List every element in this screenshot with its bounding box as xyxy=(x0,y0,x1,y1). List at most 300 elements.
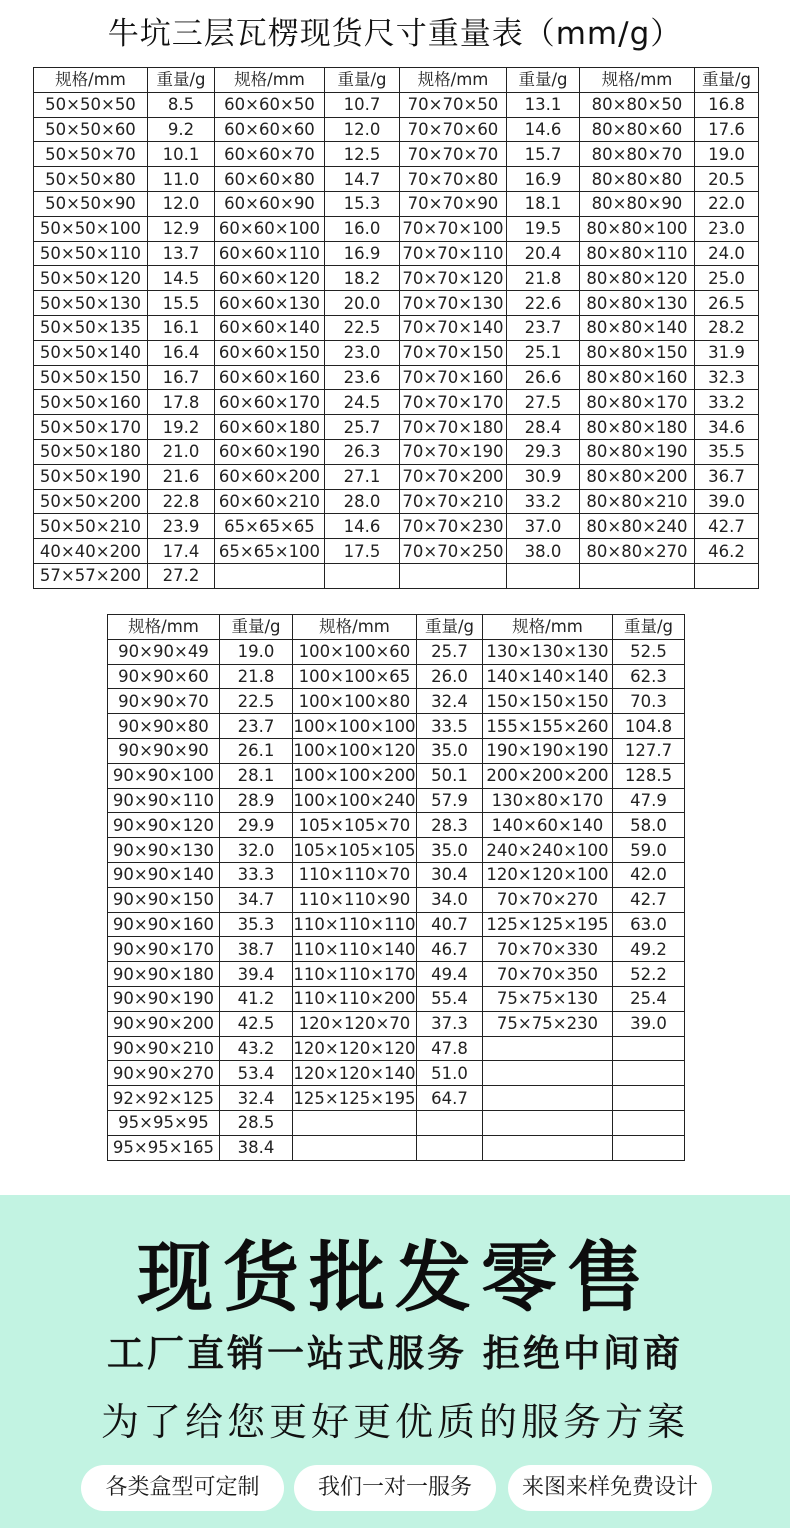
spec-cell xyxy=(483,1110,613,1135)
page-title: 牛坑三层瓦楞现货尺寸重量表（mm/g） xyxy=(107,16,683,52)
weight-cell: 42.7 xyxy=(613,887,685,912)
weight-cell: 32.3 xyxy=(695,365,759,390)
spec-cell: 150×150×150 xyxy=(483,689,613,714)
spec-cell: 100×100×120 xyxy=(293,738,417,763)
weight-cell: 32.4 xyxy=(220,1086,293,1111)
table-row xyxy=(108,639,685,664)
spec-cell: 70×70×120 xyxy=(400,266,507,291)
weight-cell: 42.0 xyxy=(613,862,685,887)
column-header-spec: 规格/mm xyxy=(293,615,417,640)
weight-cell xyxy=(613,1061,685,1086)
spec-cell: 120×120×140 xyxy=(293,1061,417,1086)
spec-cell: 120×120×120 xyxy=(293,1036,417,1061)
spec-cell: 190×190×190 xyxy=(483,738,613,763)
weight-cell: 26.1 xyxy=(220,738,293,763)
weight-cell: 24.0 xyxy=(695,241,759,266)
spec-cell: 70×70×130 xyxy=(400,291,507,316)
promo-banner xyxy=(0,1195,790,1528)
spec-cell: 90×90×120 xyxy=(108,813,220,838)
weight-cell: 40.7 xyxy=(417,912,483,937)
weight-cell: 23.9 xyxy=(148,514,215,539)
table-row xyxy=(34,142,759,167)
weight-cell: 23.7 xyxy=(507,315,580,340)
weight-cell: 16.0 xyxy=(325,216,400,241)
column-header-spec: 规格/mm xyxy=(580,68,695,93)
spec-cell: 70×70×90 xyxy=(400,191,507,216)
weight-cell: 14.5 xyxy=(148,266,215,291)
weight-cell: 21.6 xyxy=(148,464,215,489)
spec-cell: 140×60×140 xyxy=(483,813,613,838)
weight-cell: 32.0 xyxy=(220,838,293,863)
weight-cell: 26.3 xyxy=(325,439,400,464)
spec-cell xyxy=(293,1110,417,1135)
weight-cell: 50.1 xyxy=(417,763,483,788)
spec-cell: 70×70×170 xyxy=(400,390,507,415)
spec-cell: 80×80×60 xyxy=(580,117,695,142)
spec-cell: 80×80×80 xyxy=(580,167,695,192)
weight-cell: 22.6 xyxy=(507,291,580,316)
weight-cell: 34.0 xyxy=(417,887,483,912)
spec-cell: 95×95×165 xyxy=(108,1135,220,1160)
table-row xyxy=(108,788,685,813)
weight-cell: 25.0 xyxy=(695,266,759,291)
spec-cell: 50×50×60 xyxy=(34,117,148,142)
weight-cell: 30.4 xyxy=(417,862,483,887)
weight-cell: 20.4 xyxy=(507,241,580,266)
spec-cell: 70×70×80 xyxy=(400,167,507,192)
table-row xyxy=(34,92,759,117)
table-row xyxy=(34,439,759,464)
weight-table-2 xyxy=(107,614,685,1161)
table-row xyxy=(34,266,759,291)
spec-cell: 90×90×200 xyxy=(108,1011,220,1036)
weight-cell: 25.1 xyxy=(507,340,580,365)
table-row xyxy=(108,912,685,937)
spec-cell: 90×90×170 xyxy=(108,937,220,962)
table-row xyxy=(108,1086,685,1111)
column-header-weight: 重量/g xyxy=(325,68,400,93)
spec-cell: 50×50×170 xyxy=(34,415,148,440)
weight-cell: 16.1 xyxy=(148,315,215,340)
weight-cell: 21.8 xyxy=(507,266,580,291)
weight-cell: 127.7 xyxy=(613,738,685,763)
weight-cell: 47.9 xyxy=(613,788,685,813)
weight-cell: 33.2 xyxy=(507,489,580,514)
weight-cell: 28.9 xyxy=(220,788,293,813)
weight-cell: 11.0 xyxy=(148,167,215,192)
table-row xyxy=(108,738,685,763)
weight-cell: 15.3 xyxy=(325,191,400,216)
column-header-spec: 规格/mm xyxy=(400,68,507,93)
weight-cell: 25.4 xyxy=(613,986,685,1011)
weight-cell: 12.5 xyxy=(325,142,400,167)
spec-cell: 50×50×200 xyxy=(34,489,148,514)
weight-cell: 18.1 xyxy=(507,191,580,216)
spec-cell: 60×60×80 xyxy=(215,167,325,192)
column-header-spec: 规格/mm xyxy=(34,68,148,93)
weight-cell: 104.8 xyxy=(613,714,685,739)
spec-cell: 50×50×130 xyxy=(34,291,148,316)
weight-cell: 20.0 xyxy=(325,291,400,316)
weight-cell: 38.4 xyxy=(220,1135,293,1160)
column-header-spec: 规格/mm xyxy=(108,615,220,640)
spec-cell: 60×60×60 xyxy=(215,117,325,142)
spec-cell: 60×60×70 xyxy=(215,142,325,167)
spec-cell: 50×50×120 xyxy=(34,266,148,291)
column-header-weight: 重量/g xyxy=(507,68,580,93)
spec-cell: 90×90×80 xyxy=(108,714,220,739)
spec-cell: 90×90×190 xyxy=(108,986,220,1011)
table-row xyxy=(34,390,759,415)
weight-cell: 15.5 xyxy=(148,291,215,316)
spec-cell: 90×90×90 xyxy=(108,738,220,763)
spec-cell: 90×90×160 xyxy=(108,912,220,937)
weight-cell: 12.0 xyxy=(148,191,215,216)
table-row xyxy=(34,117,759,142)
weight-cell: 22.0 xyxy=(695,191,759,216)
weight-cell: 12.9 xyxy=(148,216,215,241)
spec-cell: 200×200×200 xyxy=(483,763,613,788)
weight-cell xyxy=(417,1135,483,1160)
table-row xyxy=(108,937,685,962)
weight-cell: 21.0 xyxy=(148,439,215,464)
spec-cell: 110×110×90 xyxy=(293,887,417,912)
weight-cell: 26.5 xyxy=(695,291,759,316)
column-header-weight: 重量/g xyxy=(695,68,759,93)
table-row xyxy=(34,464,759,489)
weight-cell: 47.8 xyxy=(417,1036,483,1061)
weight-cell: 37.0 xyxy=(507,514,580,539)
spec-cell: 125×125×195 xyxy=(293,1086,417,1111)
spec-cell: 70×70×110 xyxy=(400,241,507,266)
spec-cell: 100×100×65 xyxy=(293,664,417,689)
spec-cell: 90×90×180 xyxy=(108,962,220,987)
weight-cell: 9.2 xyxy=(148,117,215,142)
weight-cell: 10.7 xyxy=(325,92,400,117)
spec-cell: 60×60×90 xyxy=(215,191,325,216)
table-row xyxy=(34,315,759,340)
weight-cell: 53.4 xyxy=(220,1061,293,1086)
spec-cell: 70×70×180 xyxy=(400,415,507,440)
spec-cell: 90×90×100 xyxy=(108,763,220,788)
spec-cell: 70×70×50 xyxy=(400,92,507,117)
spec-cell: 70×70×140 xyxy=(400,315,507,340)
weight-cell: 34.7 xyxy=(220,887,293,912)
spec-cell: 100×100×60 xyxy=(293,639,417,664)
table-row xyxy=(108,1036,685,1061)
spec-cell xyxy=(483,1036,613,1061)
weight-cell: 52.5 xyxy=(613,639,685,664)
table-row xyxy=(34,514,759,539)
spec-cell: 90×90×60 xyxy=(108,664,220,689)
spec-cell: 80×80×100 xyxy=(580,216,695,241)
spec-cell: 90×90×70 xyxy=(108,689,220,714)
weight-cell: 70.3 xyxy=(613,689,685,714)
spec-cell: 130×80×170 xyxy=(483,788,613,813)
spec-cell: 60×60×50 xyxy=(215,92,325,117)
weight-cell: 51.0 xyxy=(417,1061,483,1086)
weight-table-1 xyxy=(33,67,759,589)
table-row xyxy=(34,340,759,365)
weight-cell: 23.0 xyxy=(325,340,400,365)
weight-cell: 25.7 xyxy=(325,415,400,440)
table-header-row xyxy=(34,68,759,93)
spec-cell: 65×65×100 xyxy=(215,539,325,564)
weight-cell: 16.4 xyxy=(148,340,215,365)
spec-cell: 95×95×95 xyxy=(108,1110,220,1135)
weight-cell: 22.5 xyxy=(220,689,293,714)
spec-cell: 80×80×270 xyxy=(580,539,695,564)
spec-cell: 70×70×160 xyxy=(400,365,507,390)
spec-cell: 50×50×50 xyxy=(34,92,148,117)
spec-cell: 90×90×270 xyxy=(108,1061,220,1086)
spec-cell: 80×80×90 xyxy=(580,191,695,216)
weight-cell xyxy=(613,1036,685,1061)
weight-cell: 29.9 xyxy=(220,813,293,838)
weight-cell: 28.3 xyxy=(417,813,483,838)
spec-cell: 60×60×120 xyxy=(215,266,325,291)
spec-cell: 60×60×110 xyxy=(215,241,325,266)
table-row xyxy=(108,862,685,887)
spec-cell: 50×50×180 xyxy=(34,439,148,464)
table-row xyxy=(34,489,759,514)
spec-cell: 60×60×140 xyxy=(215,315,325,340)
spec-cell: 100×100×200 xyxy=(293,763,417,788)
spec-cell: 80×80×190 xyxy=(580,439,695,464)
weight-cell: 28.5 xyxy=(220,1110,293,1135)
table-row xyxy=(108,689,685,714)
promo-subline-1: 工厂直销一站式服务 拒绝中间商 xyxy=(107,1332,683,1375)
table-row xyxy=(108,714,685,739)
weight-cell: 21.8 xyxy=(220,664,293,689)
weight-cell: 31.9 xyxy=(695,340,759,365)
weight-cell: 28.1 xyxy=(220,763,293,788)
weight-cell: 42.5 xyxy=(220,1011,293,1036)
weight-cell: 17.6 xyxy=(695,117,759,142)
spec-cell: 60×60×150 xyxy=(215,340,325,365)
spec-cell: 50×50×70 xyxy=(34,142,148,167)
spec-cell: 80×80×200 xyxy=(580,464,695,489)
spec-cell: 40×40×200 xyxy=(34,539,148,564)
weight-cell: 32.4 xyxy=(417,689,483,714)
column-header-spec: 规格/mm xyxy=(483,615,613,640)
spec-cell: 70×70×100 xyxy=(400,216,507,241)
table-row xyxy=(34,365,759,390)
table-row xyxy=(108,887,685,912)
table-row xyxy=(108,986,685,1011)
spec-cell: 80×80×180 xyxy=(580,415,695,440)
spec-cell: 50×50×110 xyxy=(34,241,148,266)
weight-cell: 28.2 xyxy=(695,315,759,340)
weight-cell: 20.5 xyxy=(695,167,759,192)
weight-cell: 12.0 xyxy=(325,117,400,142)
spec-cell: 110×110×70 xyxy=(293,862,417,887)
weight-cell: 16.9 xyxy=(325,241,400,266)
spec-cell: 50×50×100 xyxy=(34,216,148,241)
column-header-weight: 重量/g xyxy=(148,68,215,93)
spec-cell: 80×80×170 xyxy=(580,390,695,415)
weight-cell: 26.6 xyxy=(507,365,580,390)
spec-cell: 80×80×150 xyxy=(580,340,695,365)
pill-free-design: 来图来样免费设计 xyxy=(508,1465,712,1511)
spec-cell: 60×60×170 xyxy=(215,390,325,415)
column-header-weight: 重量/g xyxy=(220,615,293,640)
table-row xyxy=(34,167,759,192)
spec-cell xyxy=(293,1135,417,1160)
spec-cell: 110×110×200 xyxy=(293,986,417,1011)
weight-cell: 28.0 xyxy=(325,489,400,514)
weight-cell: 26.0 xyxy=(417,664,483,689)
weight-cell: 37.3 xyxy=(417,1011,483,1036)
weight-cell: 55.4 xyxy=(417,986,483,1011)
table-row xyxy=(34,563,759,588)
weight-cell: 49.2 xyxy=(613,937,685,962)
table-row xyxy=(108,1110,685,1135)
weight-cell: 128.5 xyxy=(613,763,685,788)
spec-cell: 80×80×70 xyxy=(580,142,695,167)
spec-cell: 60×60×130 xyxy=(215,291,325,316)
spec-cell: 70×70×210 xyxy=(400,489,507,514)
spec-cell: 50×50×140 xyxy=(34,340,148,365)
weight-cell: 27.5 xyxy=(507,390,580,415)
spec-cell: 75×75×130 xyxy=(483,986,613,1011)
table-row xyxy=(34,191,759,216)
spec-cell: 60×60×100 xyxy=(215,216,325,241)
table-row xyxy=(108,1011,685,1036)
weight-cell: 64.7 xyxy=(417,1086,483,1111)
promo-subline-2: 为了给您更好更优质的服务方案 xyxy=(100,1400,689,1444)
spec-cell: 92×92×125 xyxy=(108,1086,220,1111)
weight-cell: 17.5 xyxy=(325,539,400,564)
column-header-weight: 重量/g xyxy=(613,615,685,640)
table-row xyxy=(108,813,685,838)
weight-cell: 42.7 xyxy=(695,514,759,539)
spec-cell: 100×100×240 xyxy=(293,788,417,813)
spec-cell: 90×90×210 xyxy=(108,1036,220,1061)
spec-cell: 70×70×200 xyxy=(400,464,507,489)
weight-cell: 46.2 xyxy=(695,539,759,564)
table-row xyxy=(34,216,759,241)
weight-cell: 23.7 xyxy=(220,714,293,739)
weight-cell xyxy=(613,1135,685,1160)
spec-cell: 110×110×110 xyxy=(293,912,417,937)
weight-cell xyxy=(695,563,759,588)
spec-cell xyxy=(483,1086,613,1111)
weight-cell: 16.7 xyxy=(148,365,215,390)
spec-cell: 130×130×130 xyxy=(483,639,613,664)
weight-cell: 22.8 xyxy=(148,489,215,514)
spec-cell xyxy=(483,1135,613,1160)
spec-cell: 100×100×80 xyxy=(293,689,417,714)
weight-cell: 33.3 xyxy=(220,862,293,887)
spec-cell: 70×70×60 xyxy=(400,117,507,142)
weight-cell: 35.0 xyxy=(417,838,483,863)
weight-cell: 30.9 xyxy=(507,464,580,489)
table-row xyxy=(34,241,759,266)
spec-cell: 125×125×195 xyxy=(483,912,613,937)
spec-cell: 155×155×260 xyxy=(483,714,613,739)
spec-cell: 50×50×160 xyxy=(34,390,148,415)
weight-cell: 14.6 xyxy=(507,117,580,142)
spec-cell: 110×110×140 xyxy=(293,937,417,962)
weight-cell: 16.9 xyxy=(507,167,580,192)
weight-cell: 23.0 xyxy=(695,216,759,241)
table-row xyxy=(108,763,685,788)
pill-custom-box: 各类盒型可定制 xyxy=(81,1465,284,1511)
weight-cell: 59.0 xyxy=(613,838,685,863)
weight-cell: 27.2 xyxy=(148,563,215,588)
weight-cell: 46.7 xyxy=(417,937,483,962)
table-header-row xyxy=(108,615,685,640)
weight-cell: 39.0 xyxy=(613,1011,685,1036)
weight-cell: 35.3 xyxy=(220,912,293,937)
spec-cell: 70×70×330 xyxy=(483,937,613,962)
weight-cell xyxy=(325,563,400,588)
spec-cell: 120×120×100 xyxy=(483,862,613,887)
spec-cell: 80×80×130 xyxy=(580,291,695,316)
spec-cell: 90×90×140 xyxy=(108,862,220,887)
weight-cell: 13.7 xyxy=(148,241,215,266)
weight-cell xyxy=(613,1110,685,1135)
table-row xyxy=(108,1061,685,1086)
spec-cell: 57×57×200 xyxy=(34,563,148,588)
spec-cell: 140×140×140 xyxy=(483,664,613,689)
spec-cell: 240×240×100 xyxy=(483,838,613,863)
weight-cell: 35.0 xyxy=(417,738,483,763)
spec-cell xyxy=(400,563,507,588)
spec-cell: 105×105×105 xyxy=(293,838,417,863)
weight-cell: 14.6 xyxy=(325,514,400,539)
spec-cell: 60×60×200 xyxy=(215,464,325,489)
spec-cell: 80×80×160 xyxy=(580,365,695,390)
spec-cell: 70×70×150 xyxy=(400,340,507,365)
spec-cell: 80×80×120 xyxy=(580,266,695,291)
weight-cell: 19.5 xyxy=(507,216,580,241)
spec-cell: 80×80×210 xyxy=(580,489,695,514)
table-row xyxy=(108,962,685,987)
weight-cell: 28.4 xyxy=(507,415,580,440)
table-row xyxy=(108,1135,685,1160)
table-row xyxy=(108,838,685,863)
promo-headline: 现货批发零售 xyxy=(137,1233,653,1322)
weight-cell: 39.4 xyxy=(220,962,293,987)
weight-cell: 49.4 xyxy=(417,962,483,987)
spec-cell: 50×50×190 xyxy=(34,464,148,489)
weight-cell: 10.1 xyxy=(148,142,215,167)
table-row xyxy=(34,415,759,440)
column-header-spec: 规格/mm xyxy=(215,68,325,93)
spec-cell: 80×80×240 xyxy=(580,514,695,539)
weight-cell xyxy=(507,563,580,588)
weight-cell: 8.5 xyxy=(148,92,215,117)
spec-cell: 70×70×270 xyxy=(483,887,613,912)
spec-cell: 60×60×180 xyxy=(215,415,325,440)
weight-cell: 24.5 xyxy=(325,390,400,415)
weight-cell: 14.7 xyxy=(325,167,400,192)
spec-cell: 50×50×135 xyxy=(34,315,148,340)
weight-cell: 18.2 xyxy=(325,266,400,291)
column-header-weight: 重量/g xyxy=(417,615,483,640)
spec-cell xyxy=(483,1061,613,1086)
weight-cell: 38.0 xyxy=(507,539,580,564)
weight-cell: 39.0 xyxy=(695,489,759,514)
spec-cell: 90×90×150 xyxy=(108,887,220,912)
spec-cell xyxy=(215,563,325,588)
spec-cell: 80×80×50 xyxy=(580,92,695,117)
weight-cell: 36.7 xyxy=(695,464,759,489)
spec-cell: 80×80×110 xyxy=(580,241,695,266)
spec-cell: 50×50×90 xyxy=(34,191,148,216)
